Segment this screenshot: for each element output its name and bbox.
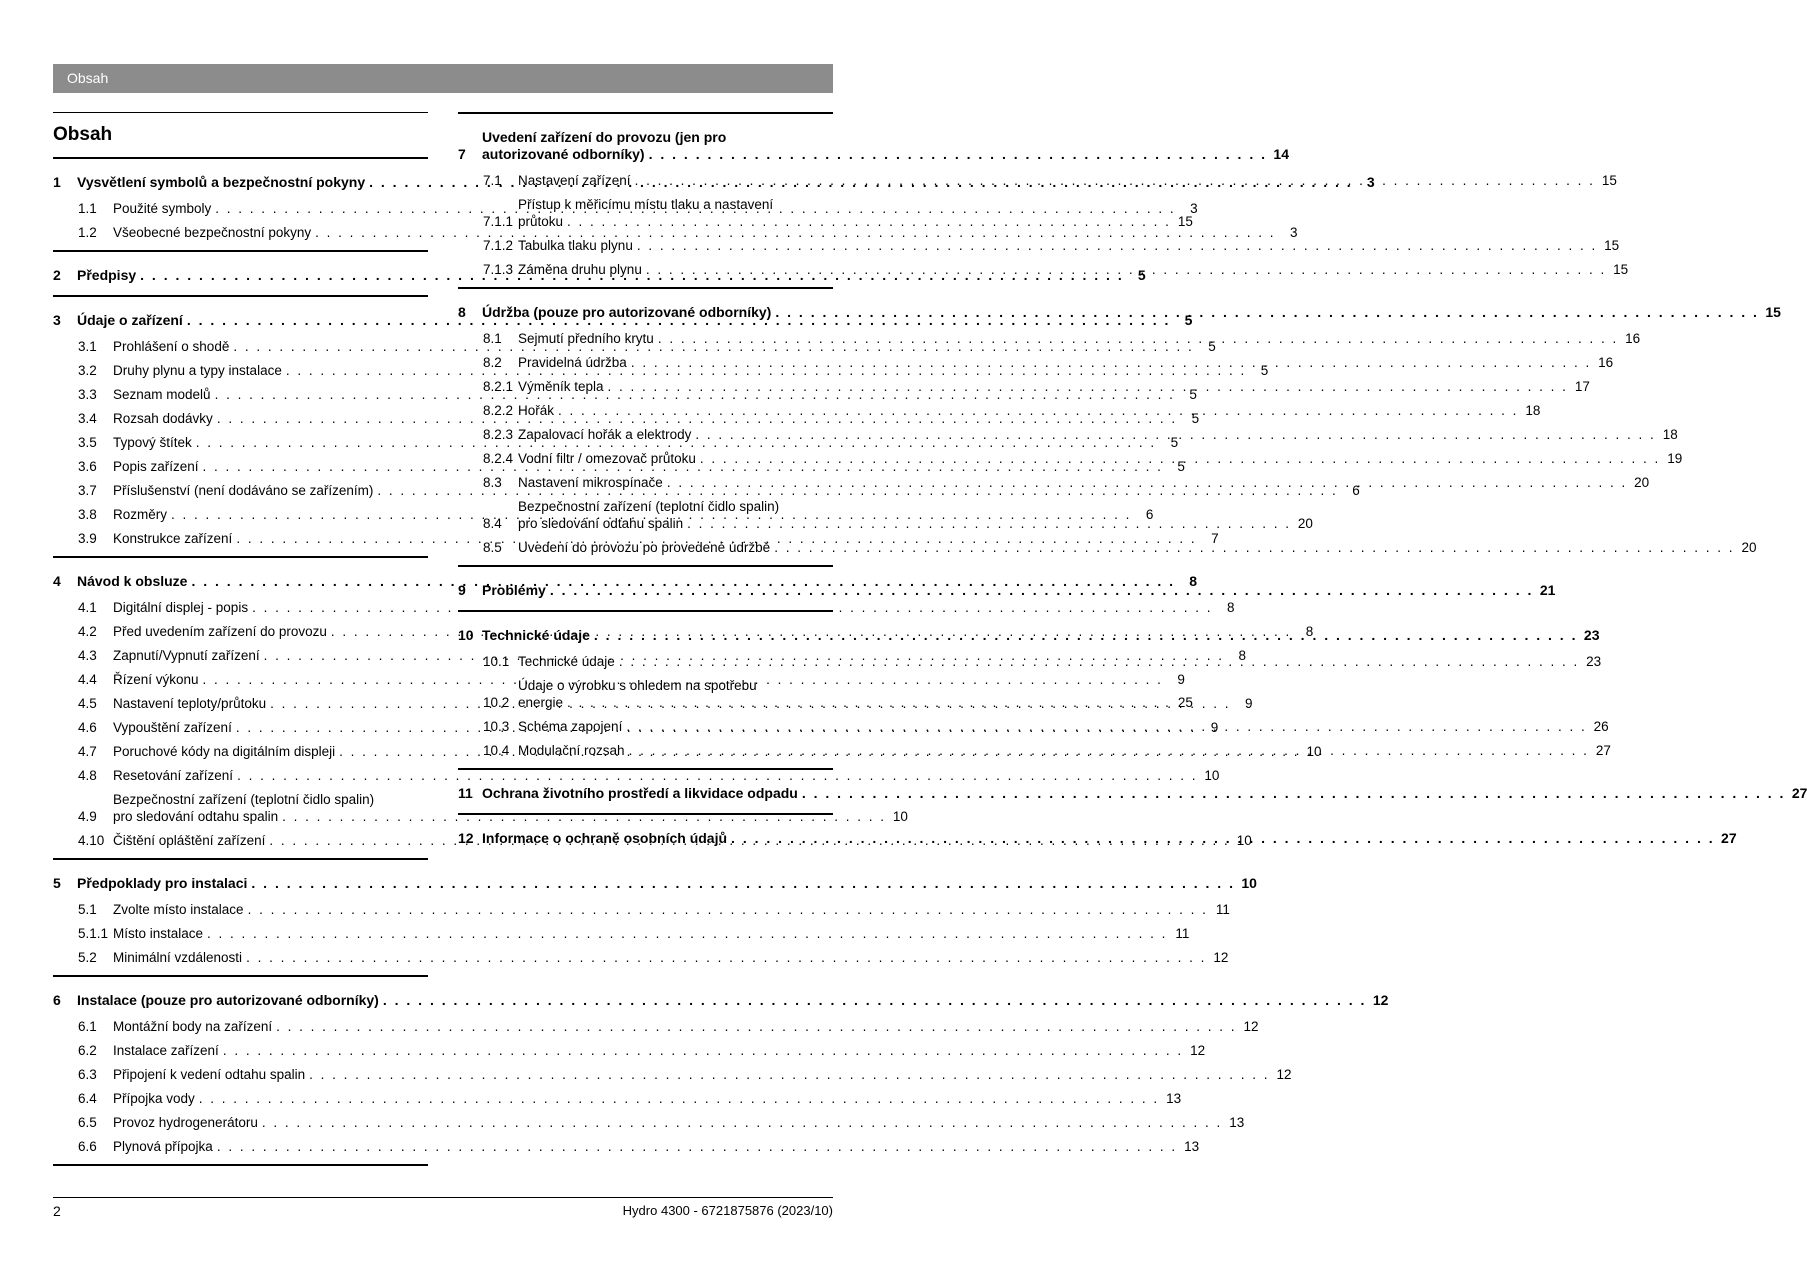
toc-subsection-entry[interactable] [53,1086,1182,1110]
toc-entry-number: 7.1.1 [483,214,514,229]
toc-entry-number: 6 [53,992,61,1008]
toc-entry-page: 12 [1276,1067,1292,1082]
toc-entry-title: Instalace (pouze pro autorizované odborníky) [77,992,379,1008]
toc-subsection-entry[interactable] [458,714,1609,738]
toc-entry-page: 25 [1177,695,1193,710]
toc-entry-title: Pravidelná údržba [518,355,627,370]
toc-entry-page: 3 [1366,174,1375,190]
toc-entry-page: 12 [1243,1019,1259,1034]
toc-entry-page: 8 [1305,624,1314,639]
dot-leader [594,627,1578,644]
dot-leader [667,474,1627,491]
toc-entry-page: 12 [1372,992,1389,1008]
toc-entry-number: 5.1.1 [78,926,109,941]
toc-section [458,289,1781,567]
dot-leader [558,402,1518,419]
toc-entry-page: 15 [1613,262,1629,277]
toc-entry-title: Rozměry [113,507,168,522]
toc-entry-title: Čištění opláštění zařízení [113,833,266,848]
toc-entry-number: 10.1 [483,654,510,669]
toc-entry-number: 4.8 [78,768,97,783]
toc-entry-title: Popis zařízení [113,459,199,474]
dot-leader [207,925,1167,942]
toc-entry-number: 5.1 [78,902,97,917]
toc-entry-title: Typový štítek [113,435,192,450]
toc-entry-title: Údržba (pouze pro autorizované odborníky) [482,304,772,320]
toc-entry-page: 10 [1306,744,1322,759]
toc-subsection-entry[interactable] [53,1134,1200,1158]
footer-doc-info: Hydro 4300 - 6721875876 (2023/10) [622,1203,833,1218]
dot-leader [700,450,1660,467]
dot-leader [383,992,1367,1009]
toc-entry-page: 8 [1238,648,1246,663]
toc-entry-page: 10 [1241,875,1257,891]
toc-entry-page: 21 [1539,582,1556,598]
dot-leader [248,901,1208,918]
toc-subsection-entry[interactable] [458,446,1683,470]
toc-entry-page: 9 [1177,672,1185,687]
toc-entry-title: Řízení výkonu [113,672,199,687]
toc-entry-number: 3.3 [78,387,97,402]
dot-leader [631,354,1591,371]
toc-entry-page: 27 [1595,743,1611,758]
toc-entry-page: 23 [1583,627,1600,643]
toc-entry-title-continued: pro sledování odtahu spalin [113,809,279,824]
toc-entry-title: Vypouštění zařízení [113,720,232,735]
toc-entry-page: 15 [1601,173,1617,188]
toc-entry-page: 11 [1215,902,1230,917]
toc-entry-page: 5 [1137,267,1146,283]
toc-subsection-entry[interactable] [458,649,1602,673]
toc-entry-number: 4.1 [78,600,97,615]
toc-entry-number: 9 [458,582,466,598]
toc-entry-title: Uvedení do provozu po provedené údržbě [518,540,771,555]
toc-entry-number: 6.1 [78,1019,97,1034]
toc-entry-number: 7.1.3 [483,262,514,277]
toc-entry-number: 1 [53,174,61,190]
toc-entry-title: Výměník tepla [518,379,604,394]
toc-subsection-entry[interactable] [458,470,1650,494]
toc-entry-number: 3.2 [78,363,97,378]
toc-entry-title: Údaje o zařízení [77,312,183,328]
dot-leader [309,1066,1269,1083]
toc-entry-title: Údaje o výrobku s ohledem na spotřebu [518,678,757,693]
toc-entry-page: 20 [1634,475,1650,490]
toc-entry-number: 4.3 [78,648,97,663]
toc-entry-title: Nastavení mikrospínače [518,475,663,490]
toc-entry-number: 4.10 [78,833,105,848]
toc-entry-number: 4.9 [78,809,97,824]
toc-subsection-entry[interactable] [458,192,1193,233]
toc-entry-title: Vodní filtr / omezovač průtoku [518,451,696,466]
toc-entry-title-continued: energie [518,695,564,710]
toc-section-entry[interactable] [458,295,1781,326]
dot-leader [775,304,1759,321]
toc-entry-number: 4.5 [78,696,97,711]
toc-entry-page: 5 [1208,339,1216,354]
dot-leader [246,949,1206,966]
toc-entry-title: Plynová přípojka [113,1139,213,1154]
toc-subsection-entry[interactable] [458,168,1617,192]
toc-entry-title: Hořák [518,403,555,418]
toc-entry-page: 13 [1184,1139,1200,1154]
toc-entry-title: Místo instalace [113,926,204,941]
toc-entry-title: Problémy [482,582,546,598]
toc-entry-title: Technické údaje [518,654,615,669]
toc-entry-number: 11 [458,785,473,801]
toc-entry-title: Minimální vzdálenosti [113,950,243,965]
toc-entry-number: 5 [53,875,61,891]
toc-entry-number: 4 [53,573,61,589]
toc-entry-page: 9 [1244,696,1253,711]
toc-entry-number: 6.6 [78,1139,97,1154]
toc-entry-page: 18 [1525,403,1541,418]
dot-leader [695,426,1655,443]
toc-section-entry[interactable] [458,776,1807,807]
toc-right-column [458,112,1807,858]
toc-subsection-entry[interactable] [458,374,1590,398]
toc-subsection-entry[interactable] [53,763,1220,787]
toc-entry-number: 1.1 [78,201,97,216]
toc-entry-title: Předpisy [77,267,137,283]
toc-entry-page: 5 [1170,435,1179,450]
toc-section-entry[interactable] [53,866,1257,897]
toc-entry-title: Návod k obsluze [77,573,188,589]
toc-entry-number: 8.2.1 [483,379,514,394]
toc-entry-page: 10 [892,809,908,824]
dot-leader [217,1138,1177,1155]
toc-subsection-entry[interactable] [458,398,1541,422]
toc-entry-title: Instalace zařízení [113,1043,219,1058]
toc-entry-page: 11 [1175,926,1190,941]
toc-entry-title: Připojení k vedení odtahu spalin [113,1067,306,1082]
toc-entry-title: Sejmutí předního krytu [518,331,654,346]
toc-entry-page: 9 [1210,720,1219,735]
toc-entry-page: 12 [1213,950,1229,965]
toc-entry-title: Uvedení zařízení do provozu (jen pro [482,129,727,145]
toc-entry-page: 10 [1204,768,1220,783]
toc-section-entry[interactable] [53,983,1389,1014]
toc-entry-page: 5 [1191,411,1200,426]
toc-section [458,112,1629,289]
toc-subsection-entry[interactable] [458,673,1193,714]
toc-entry-title: Zapnutí/Vypnutí zařízení [113,648,260,663]
toc-subsection-entry[interactable] [53,1014,1259,1038]
toc-entry-page: 16 [1625,331,1641,346]
toc-entry-page: 6 [1352,483,1360,498]
toc-entry-page: 6 [1145,507,1154,522]
toc-subsection-entry[interactable] [53,1110,1245,1134]
toc-entry-number: 8.2.4 [483,451,514,466]
toc-entry-page: 15 [1177,214,1193,229]
toc-entry-title: Nastavení teploty/průtoku [113,696,267,711]
toc-subsection-entry[interactable] [458,738,1611,762]
toc-entry-title: Zvolte místo instalace [113,902,244,917]
toc-entry-title: Rozsah dodávky [113,411,213,426]
toc-entry-number: 7.1.2 [483,238,514,253]
toc-entry-page: 27 [1721,830,1737,846]
dot-leader [687,515,1291,532]
toc-entry-number: 8 [458,304,466,320]
toc-entry-page: 12 [1190,1043,1206,1058]
toc-entry-title: Použité symboly [113,201,212,216]
toc-entry-title-continued: průtoku [518,214,564,229]
toc-entry-page: 13 [1229,1115,1245,1130]
toc-subsection-entry[interactable] [53,921,1190,945]
toc-entry-number: 3.8 [78,507,97,522]
toc-entry-number: 10 [458,627,474,643]
toc-section [458,567,1556,612]
toc-entry-title: Technické údaje [482,627,590,643]
dot-leader [262,1114,1222,1131]
toc-entry-number: 3.4 [78,411,97,426]
toc-subsection-entry[interactable] [53,1062,1292,1086]
toc-entry-title: Montážní body na zařízení [113,1019,273,1034]
toc-section [53,977,1389,1166]
toc-entry-page: 26 [1593,719,1609,734]
toc-entry-number: 2 [53,267,61,283]
toc-subsection-entry[interactable] [458,422,1678,446]
toc-section-entry[interactable] [458,573,1556,604]
toc-entry-number: 7.1 [483,173,502,188]
toc-entry-title-continued: autorizované odborníky) [482,146,645,162]
toc-entry-page: 16 [1598,355,1614,370]
dot-leader [276,1018,1236,1035]
toc-entry-page: 17 [1574,379,1590,394]
toc-entry-number: 10.4 [483,743,510,758]
toc-subsection-entry[interactable] [53,897,1230,921]
toc-entry-title: Příslušenství (není dodáváno se zařízením) [113,483,374,498]
toc-entry-page: 14 [1273,146,1289,162]
toc-entry-page: 5 [1189,387,1197,402]
toc-entry-page: 20 [1741,540,1757,555]
toc-entry-number: 6.5 [78,1115,97,1130]
dot-leader [619,653,1579,670]
toc-entry-title: Záměna druhu plynu [518,262,642,277]
dot-leader [629,742,1589,759]
toc-entry-title: Informace o ochraně osobních údajů [482,830,728,846]
toc-entry-title: Zapalovací hořák a elektrody [518,427,692,442]
dot-leader [223,1042,1183,1059]
toc-entry-title: Přístup k měřicímu místu tlaku a nastavení [518,197,774,212]
toc-entry-title: Provoz hydrogenerátoru [113,1115,258,1130]
toc-entry-number: 10.2 [483,695,510,710]
toc-entry-page: 19 [1667,451,1683,466]
toc-entry-page: 3 [1290,225,1298,240]
toc-entry-page: 5 [1260,363,1269,378]
toc-entry-number: 3.1 [78,339,97,354]
toc-section [458,612,1611,770]
dot-leader [608,378,1568,395]
dot-leader [199,1090,1159,1107]
toc-entry-title: Vysvětlení symbolů a bezpečnostní pokyny [77,174,366,190]
toc-subsection-entry[interactable] [458,535,1757,559]
toc-entry-page: 27 [1791,785,1807,801]
toc-subsection-entry[interactable] [458,326,1641,350]
dot-leader [658,330,1618,347]
toc-entry-number: 6.4 [78,1091,97,1106]
toc-entry-page: 7 [1211,531,1219,546]
toc-entry-number: 8.2 [483,355,502,370]
toc-entry-title: Resetování zařízení [113,768,234,783]
toc-entry-page: 15 [1765,304,1781,320]
toc-entry-page: 13 [1166,1091,1182,1106]
toc-entry-page: 5 [1184,312,1193,328]
toc-subsection-entry[interactable] [458,494,1313,535]
toc-entry-number: 8.2.2 [483,403,514,418]
toc-section [53,860,1257,977]
toc-entry-page: 5 [1177,459,1185,474]
toc-entry-number: 3.9 [78,531,97,546]
toc-entry-page: 8 [1226,600,1235,615]
dot-leader [635,172,1595,189]
toc-section-entry[interactable] [458,618,1600,649]
dot-leader [550,582,1534,599]
dot-leader [251,875,1235,892]
toc-entry-page: 8 [1189,573,1198,589]
toc-entry-number: 3.7 [78,483,97,498]
toc-entry-title: Druhy plynu a typy instalace [113,363,282,378]
dot-leader [626,718,1586,735]
dot-leader [731,830,1715,847]
toc-entry-title: Všeobecné bezpečnostní pokyny [113,225,312,240]
toc-entry-title: Bezpečnostní zařízení (teplotní čidlo spalin) [518,499,780,514]
toc-entry-page: 18 [1662,427,1678,442]
toc-entry-number: 4.6 [78,720,97,735]
toc-entry-page: 23 [1586,654,1602,669]
toc-entry-number: 8.5 [483,540,502,555]
toc-entry-title: Poruchové kódy na digitálním displeji [113,744,336,759]
toc-entry-title: Seznam modelů [113,387,211,402]
dot-leader [646,261,1606,278]
toc-entry-number: 3 [53,312,61,328]
toc-entry-number: 4.2 [78,624,97,639]
toc-subsection-entry[interactable] [53,945,1229,969]
toc-entry-number: 6.2 [78,1043,97,1058]
toc-subsection-entry[interactable] [53,1038,1206,1062]
toc-entry-number: 3.6 [78,459,97,474]
toc-subsection-entry[interactable] [458,350,1614,374]
header-label: Obsah [67,70,109,86]
toc-entry-number: 4.4 [78,672,97,687]
toc-entry-title: Nastavení zařízení [518,173,631,188]
toc-subsection-entry[interactable] [458,257,1629,281]
footer [53,1197,833,1219]
toc-entry-page: 20 [1297,516,1313,531]
toc-entry-title: Ochrana životního prostředí a likvidace odpadu [482,785,798,801]
toc-entry-number: 7 [458,146,466,162]
toc-entry-title: Bezpečnostní zařízení (teplotní čidlo spalin) [113,792,375,807]
toc-entry-title: Digitální displej - popis [113,600,249,615]
toc-entry-number: 12 [458,830,474,846]
toc-entry-page: 10 [1236,833,1252,848]
dot-leader [649,146,1267,163]
dot-leader [567,213,1171,230]
dot-leader [637,237,1597,254]
toc-entry-number: 10.3 [483,719,510,734]
toc-section-entry[interactable] [458,120,1289,168]
toc-entry-number: 8.2.3 [483,427,514,442]
toc-title: Obsah [53,112,428,159]
toc-entry-title: Konstrukce zařízení [113,531,233,546]
dot-leader [567,694,1171,711]
footer-page-number: 2 [53,1203,61,1219]
dot-leader [774,539,1734,556]
toc-entry-title: Tabulka tlaku plynu [518,238,633,253]
toc-entry-number: 4.7 [78,744,97,759]
toc-entry-number: 6.3 [78,1067,97,1082]
toc-entry-page: 15 [1604,238,1620,253]
toc-entry-number: 1.2 [78,225,97,240]
dot-leader [802,785,1786,802]
toc-entry-title: Před uvedením zařízení do provozu [113,624,327,639]
toc-entry-number: 8.1 [483,331,502,346]
toc-entry-number: 8.3 [483,475,502,490]
toc-subsection-entry[interactable] [458,233,1620,257]
toc-entry-title: Předpoklady pro instalaci [77,875,248,891]
toc-entry-title: Prohlášení o shodě [113,339,230,354]
toc-entry-page: 3 [1190,201,1198,216]
toc-entry-title: Schéma zapojení [518,719,623,734]
toc-entry-title: Přípojka vody [113,1091,195,1106]
toc-entry-number: 5.2 [78,950,97,965]
toc-entry-number: 3.5 [78,435,97,450]
toc-entry-title-continued: pro sledování odtahu spalin [518,516,684,531]
toc-subsection-entry[interactable] [53,595,1235,619]
toc-entry-title: Modulační rozsah [518,743,625,758]
toc-entry-number: 8.4 [483,516,502,531]
header-bar [53,64,833,93]
